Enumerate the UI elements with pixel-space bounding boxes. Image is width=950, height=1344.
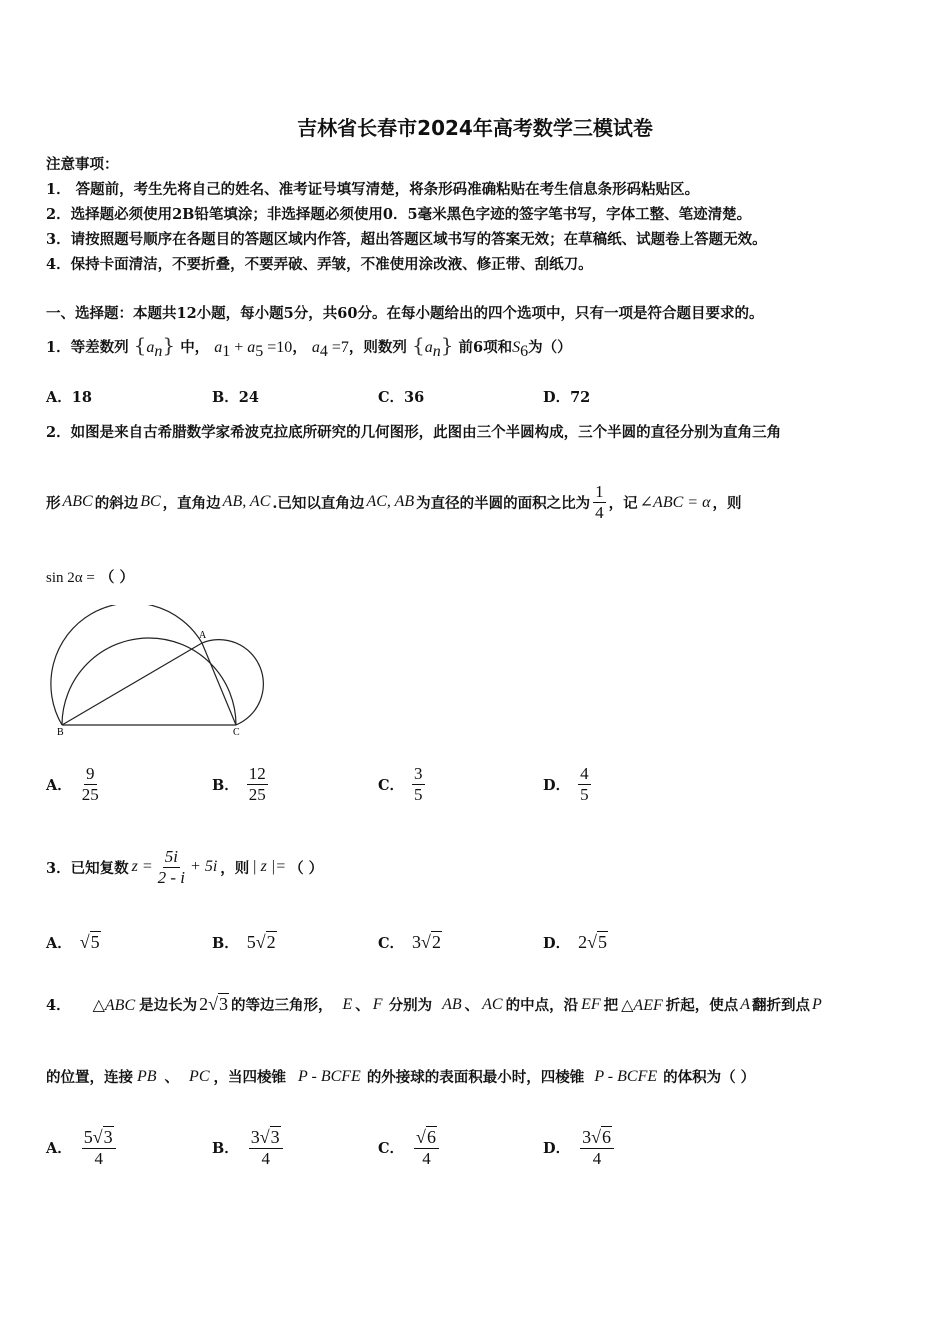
question-2-line-2: 形 ABC 的斜边 BC ，直角边 AB, AC .已知以直角边 AC, AB 为直径的半圆的面积之比为 $\frac{1}{4}$ ，记 ∠ABC = α ，则: [46, 482, 742, 522]
semicircle-ac: [202, 640, 263, 725]
notice-item-2: 2．选择题必须使用2B铅笔填涂；非选择题必须使用0．5毫米黑色字迹的签字笔书写，字体工整、笔迹清楚。: [46, 206, 752, 223]
q4-option-d[interactable]: D． $\frac{3√6}{4}$: [543, 1127, 614, 1168]
question-2-line-1: 2．如图是来自古希腊数学家希波克拉底所研究的几何图形，此图由三个半圆构成，三个半圆的直径分别为直角三角: [46, 424, 782, 441]
q2-option-a[interactable]: A． $\frac{9}{25}$: [46, 764, 99, 804]
q1-option-c[interactable]: C．36: [378, 389, 425, 406]
q1-text-5: 为（）: [528, 339, 572, 356]
question-4-line-1: 4． △ABC 是边长为 2√3 的等边三角形， E 、 F 分别为 AB 、 AC 的中点，沿 EF 把 △AEF 折起，使点 A 翻折到点 P: [46, 994, 822, 1014]
q3-option-b[interactable]: B． 5√2: [212, 932, 276, 952]
q1-text-3: ，则数列: [348, 339, 407, 356]
q1-text-4: 前6项和: [458, 339, 513, 356]
q1-eq2-rhs: =7: [327, 339, 349, 356]
q3-option-d[interactable]: D． 2√5: [543, 932, 607, 952]
q1-text-2: 中，: [180, 339, 210, 356]
q1-option-a[interactable]: A．18: [46, 389, 92, 406]
q2-option-c[interactable]: C． $\frac{3}{5}$: [378, 764, 423, 804]
side-ab: [62, 643, 202, 725]
q1-text-1: 1．等差数列: [46, 339, 129, 356]
label-b: B: [57, 727, 64, 738]
q4-option-a[interactable]: A． $\frac{5√3}{4}$: [46, 1127, 116, 1168]
question-3: 3．已知复数 z = $\frac{5i}{2 - i}$ + 5i ，则 | z |= （ ）: [46, 847, 324, 887]
q3-option-c[interactable]: C． 3√2: [378, 932, 441, 952]
semicircle-ab: [51, 605, 202, 725]
notice-heading: 注意事项：: [46, 156, 119, 173]
hippocrates-figure: [50, 605, 270, 740]
page-title: 吉林省长春市2024年高考数学三模试卷: [297, 116, 653, 140]
q3-option-a[interactable]: A． √5: [46, 932, 100, 952]
label-a: A: [199, 630, 207, 641]
side-ac: [202, 643, 236, 725]
question-1: 1．等差数列 $\{a_n\}$ 中， $a_1 + a_5 =10$， $a_4 =7$，则数列 $\{a_n\}$ 前6项和$S_6$为（）: [46, 333, 572, 360]
notice-item-1: 1． 答题前，考生先将自己的姓名、准考证号填写清楚，将条形码准确粘贴在考生信息条形码粘贴区。: [46, 181, 700, 198]
question-4-line-2: 的位置，连接 PB 、 PC ，当四棱锥 P - BCFE 的外接球的表面积最小时，四棱锥 P - BCFE 的体积为（ ）: [46, 1067, 756, 1086]
q3-fraction: $\frac{5i}{2 - i}$: [157, 847, 186, 887]
q2-ratio-fraction: $\frac{1}{4}$: [595, 482, 604, 522]
semicircle-bc: [62, 638, 236, 725]
q4-option-b[interactable]: B． $\frac{3√3}{4}$: [212, 1127, 283, 1168]
q1-eq1-rhs: =10: [263, 339, 293, 356]
notice-item-3: 3．请按照题号顺序在各题目的答题区域内作答，超出答题区域书写的答案无效；在草稿纸、试题卷上答题无效。: [46, 231, 767, 248]
q1-seq: a: [146, 339, 155, 356]
label-c: C: [233, 727, 240, 738]
q4-option-c[interactable]: C． $\frac{√6}{4}$: [378, 1127, 439, 1168]
q2-option-d[interactable]: D． $\frac{4}{5}$: [543, 764, 589, 804]
q1-option-b[interactable]: B．24: [212, 389, 259, 406]
notice-item-4: 4．保持卡面清洁，不要折叠，不要弄破、弄皱，不准使用涂改液、修正带、刮纸刀。: [46, 256, 593, 273]
q2-ask: sin 2α = （ ）: [46, 569, 134, 586]
q1-option-d[interactable]: D．72: [543, 389, 591, 406]
q2-option-b[interactable]: B． $\frac{12}{25}$: [212, 764, 266, 804]
section-heading: 一、选择题：本题共12小题，每小题5分，共60分。在每小题给出的四个选项中，只有一项是符合题目要求的。: [46, 305, 764, 322]
